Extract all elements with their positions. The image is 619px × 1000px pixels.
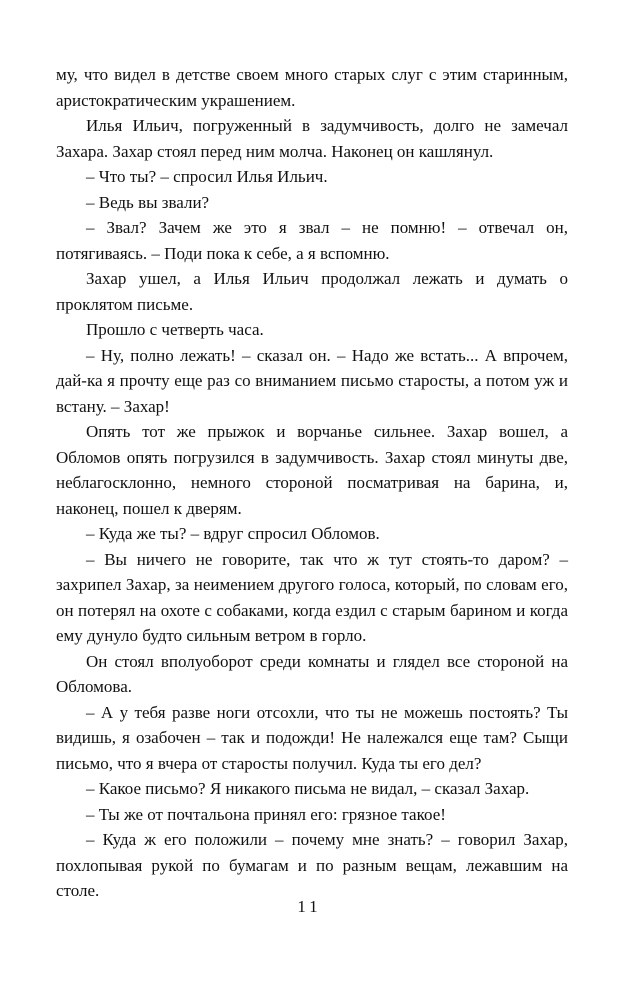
paragraph: – Ты же от почтальона принял его: грязное такое!: [86, 804, 446, 824]
paragraph: – Ну, полно лежать! – сказал он. – Надо же встать... А впрочем, дай-ка я прочту еще раз со вниманием письмо старосты, а потом уж и встану. – Захар!: [56, 345, 568, 416]
paragraph: – Куда ж его положили – почему мне знать? – говорил Захар, похлопывая рукой по бумагам и по разным вещам, лежавшим на столе.: [56, 830, 568, 900]
paragraph: – Какое письмо? Я никакого письма не видал, – сказал Захар.: [86, 779, 530, 798]
paragraph: Прошло с четверть часа.: [86, 320, 264, 339]
page-text: [56, 62, 568, 904]
paragraph: – Вы ничего не говорите, так что ж тут стоять-то даром? – захрипел Захар, за неимением другого голоса, который, по словам его, он потерял на охоте с собаками, когда ездил с старым барином и когда ему дунуло будто сильным ветром в горло.: [56, 549, 568, 645]
paragraph: Захар ушел, а Илья Ильич продолжал лежать и думать о проклятом письме.: [56, 269, 568, 314]
paragraph: му, что видел в детстве своем много старых слуг с этим старинным, аристократическим украшением.: [56, 65, 568, 110]
paragraph: – Что ты? – спросил Илья Ильич.: [86, 167, 328, 186]
paragraph: Опять тот же прыжок и ворчанье сильнее. Захар вошел, а Обломов опять погрузился в задумчивость. Захар стоял минуты две, неблагосклонно, немного стороной посматривая на барина, и, наконец, пошел к дверям.: [56, 422, 568, 518]
paragraph: Он стоял вполуоборот среди комнаты и глядел все стороной на Обломова.: [56, 651, 568, 696]
paragraph: – Звал? Зачем же это я звал – не помню! – отвечал он, потягиваясь. – Поди пока к себе, а я вспомню.: [56, 218, 568, 263]
paragraph: – Куда же ты? – вдруг спросил Обломов.: [86, 524, 380, 543]
paragraph: – Ведь вы звали?: [86, 192, 210, 212]
page-number: 11: [297, 897, 322, 916]
paragraph: – А у тебя разве ноги отсохли, что ты не можешь постоять? Ты видишь, я озабочен – так и подожди! Не належался еще там? Сыщи письмо, что я вчера от старосты получил. Куда ты его дел?: [56, 702, 568, 773]
paragraph: Илья Ильич, погруженный в задумчивость, долго не замечал Захара. Захар стоял перед ним молча. Наконец он кашлянул.: [56, 116, 568, 161]
